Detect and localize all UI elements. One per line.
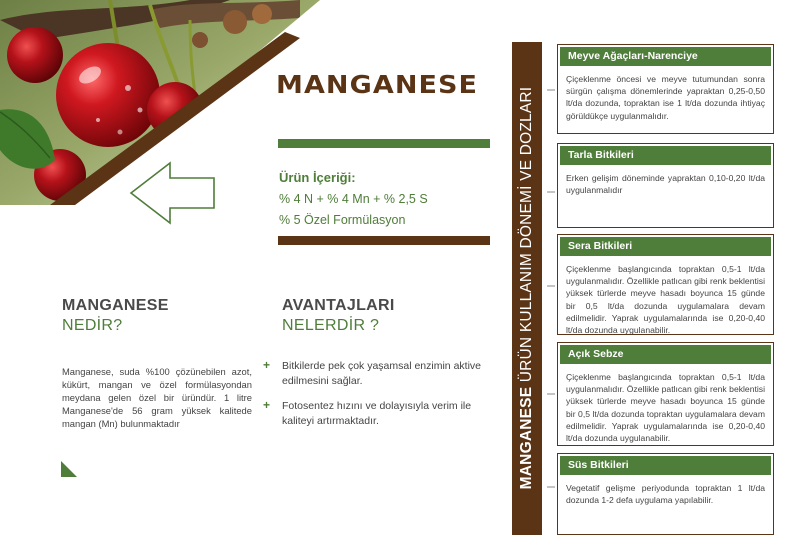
card-text: Çiçeklenme başlangıcında topraktan 0,5-1 lt/da uygulanmalıdır. Özellikle patlıcan gibi renk beklentisi yüksek türlerde meyve hasadı boyunca 15 günde bir 0,5 lt/da dozunda topraktan uygulamalara devam edilmelidir. Yaprak uygulamalarında ise 0,20-0,40 lt/da dozunda uygulanabilir. (566, 372, 765, 444)
usage-banner (512, 42, 542, 535)
card-text: Çiçeklenme öncesi ve meyve tutumundan sonra sürgün çalışma dönemlerinde yapraktan 0,25-0,50 lt/da dozunda, topraktan ise 1 lt/da dozunda ihtiyaç görüldükçe uygulanmalıdır. (566, 74, 765, 121)
card-text: Vegetatif gelişme periyodunda topraktan 1 lt/da dozunda 1-2 defa uygulama yapılabilir. (566, 483, 765, 506)
list-item (263, 398, 494, 429)
card-text: Çiçeklenme başlangıcında topraktan 0,5-1 lt/da uygulanmalıdır. Özellikle patlıcan gibi renk beklentisi yüksek türlerde meyve hasadı boyunca 15 günde bir 0,5 lt/da dozunda uygulamalara devam edilmelidir. Yaprak uygulamalarında ise 0,20-0,40 lt/da dozunda uygulanabilir. (566, 264, 765, 336)
card-field-crops (557, 143, 774, 228)
list-item (263, 358, 494, 389)
card-title: Süs Bitkileri (560, 456, 771, 475)
card-title: Meyve Ağaçları-Narenciye (560, 47, 771, 66)
card-title: Açık Sebze (560, 345, 771, 364)
card-open-vegetables (557, 342, 774, 446)
left-arrow-outline-icon (128, 160, 218, 226)
card-greenhouse (557, 234, 774, 335)
divider-brown (278, 236, 490, 245)
card-ornamental (557, 453, 774, 535)
product-contents (279, 170, 428, 231)
advantage-text: Bitkilerde pek çok yaşamsal enzimin aktive edilmesini sağlar. (282, 360, 481, 387)
contents-line-1: % 4 N + % 4 Mn + % 2,5 S (279, 192, 428, 206)
divider-green (278, 139, 490, 148)
usage-banner-text (518, 48, 536, 528)
usage-banner-rest: ÜRÜN KULLANIM DÖNEMİ VE DOZLARI (518, 86, 535, 387)
what-is-description: Manganese, suda %100 çözünebilen azot, kükürt, mangan ve özel formülasyondan meydana gelen özel bir üründür. 1 litre Manganese'de 56 gram yüksek kalitede mangan (Mn) bulunmaktadır (62, 366, 252, 429)
advantages-section (263, 297, 492, 427)
card-text: Erken gelişim döneminde yapraktan 0,10-0,20 lt/da uygulanmalıdır (566, 173, 765, 196)
what-is-title: MANGANESE (62, 297, 169, 314)
advantages-subtitle: NELERDİR ? (282, 317, 380, 334)
contents-label: Ürün İçeriği: (279, 170, 356, 185)
usage-banner-bold: MANGANESE (518, 386, 535, 490)
contents-line-2: % 5 Özel Formülasyon (279, 213, 406, 227)
green-triangle-icon (61, 461, 77, 477)
what-is-section (62, 297, 252, 429)
plus-icon: + (263, 358, 271, 372)
advantages-title: AVANTAJLARI (282, 297, 395, 314)
card-fruit-trees (557, 44, 774, 134)
card-title: Sera Bitkileri (560, 237, 771, 256)
product-title: MANGANESE (276, 70, 479, 99)
advantage-text: Fotosentez hızını ve dolayısıyla verim ile kaliteyi artırmaktadır. (282, 400, 472, 427)
card-title: Tarla Bitkileri (560, 146, 771, 165)
plus-icon: + (263, 398, 271, 412)
what-is-subtitle: NEDİR? (62, 317, 123, 334)
advantages-list (263, 358, 494, 439)
